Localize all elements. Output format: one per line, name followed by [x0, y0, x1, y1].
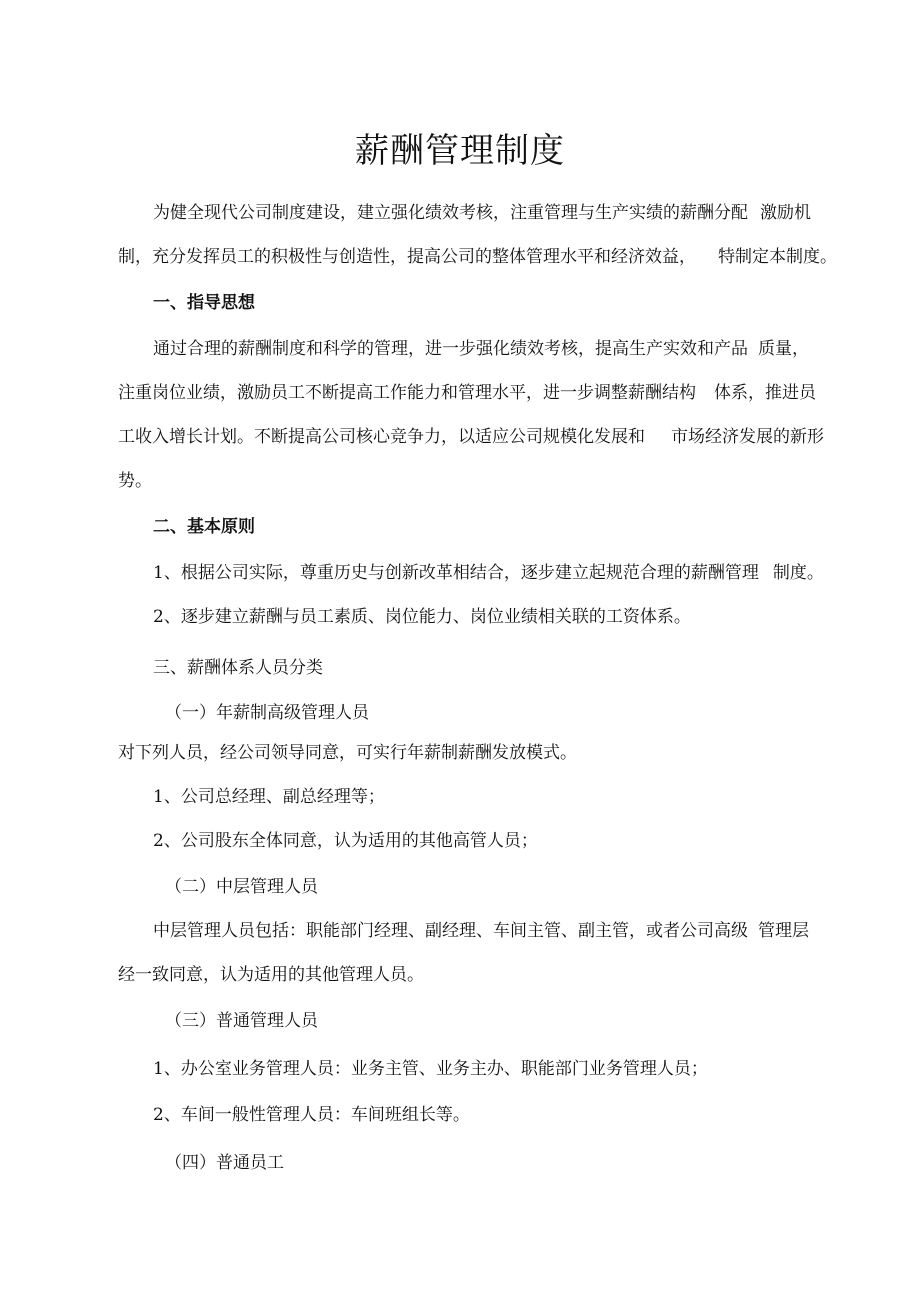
section-1-line-3: [118, 425, 824, 449]
intro-text-2a: 制，充分发挥员工的积极性与创造性，提高公司的整体管理水平和经济效益，: [118, 247, 696, 267]
section-2-text-1b: 制度。: [772, 563, 824, 583]
section-2-item-2: 2、逐步建立薪酬与员工素质、岗位能力、岗位业绩相关联的工资体系。: [153, 607, 691, 627]
section-1-line-1: [153, 337, 809, 361]
sub-1-heading: （一）年薪制高级管理人员: [165, 703, 369, 723]
intro-text-2b: 特制定本制度。: [718, 247, 837, 267]
section-2-item-1: [153, 561, 824, 585]
intro-text-1b: 激励机: [760, 203, 811, 223]
sub-2-line-1: [153, 919, 809, 943]
intro-text-1a: 为健全现代公司制度建设，建立强化绩效考核，注重管理与生产实绩的薪酬分配: [153, 203, 748, 223]
sub-3-heading: （三）普通管理人员: [165, 1011, 318, 1031]
sub-1-item-1: 1、公司总经理、副总经理等；: [153, 787, 385, 807]
sub-3-item-1: 1、办公室业务管理人员：业务主管、业务主办、职能部门业务管理人员；: [153, 1059, 708, 1079]
section-1-text-3b: 市场经济发展的新形: [671, 427, 824, 447]
section-1-text-1b: 质量，: [758, 339, 809, 359]
section-1-line-2: [118, 381, 816, 405]
section-3-heading: 三、薪酬体系人员分类: [153, 658, 323, 678]
section-1-text-2b: 体系，推进员: [714, 383, 816, 403]
sub-2-text-1a: 中层管理人员包括：职能部门经理、副经理、车间主管、副主管，或者公司高级: [153, 921, 748, 941]
sub-2-heading: （二）中层管理人员: [165, 877, 318, 897]
sub-2-text-1b: 管理层: [758, 921, 809, 941]
intro-line-1: [153, 201, 811, 225]
section-2-text-1a: 1、根据公司实际，尊重历史与创新改革相结合，逐步建立起规范合理的薪酬管理: [153, 563, 759, 583]
section-1-text-3a: 工收入增长计划。不断提高公司核心竞争力，以适应公司规模化发展和: [118, 427, 645, 447]
section-1-text-1a: 通过合理的薪酬制度和科学的管理，进一步强化绩效考核，提高生产实效和产品: [153, 339, 748, 359]
sub-4-heading: （四）普通员工: [165, 1153, 284, 1173]
section-1-text-2a: 注重岗位业绩，激励员工不断提高工作能力和管理水平，进一步调整薪酬结构: [118, 383, 696, 403]
intro-line-2: [118, 245, 837, 269]
sub-2-line-2: 经一致同意，认为适用的其他管理人员。: [118, 965, 424, 985]
sub-1-item-2: 2、公司股东全体同意，认为适用的其他高管人员；: [153, 831, 538, 851]
document-title: 薪酬管理制度: [355, 131, 565, 171]
section-1-line-4: 势。: [118, 471, 152, 491]
section-1-heading: 一、指导思想: [153, 293, 255, 313]
section-2-heading: 二、基本原则: [153, 517, 255, 537]
sub-3-item-2: 2、车间一般性管理人员：车间班组长等。: [153, 1105, 470, 1125]
sub-1-text: 对下列人员，经公司领导同意，可实行年薪制薪酬发放模式。: [118, 743, 577, 763]
